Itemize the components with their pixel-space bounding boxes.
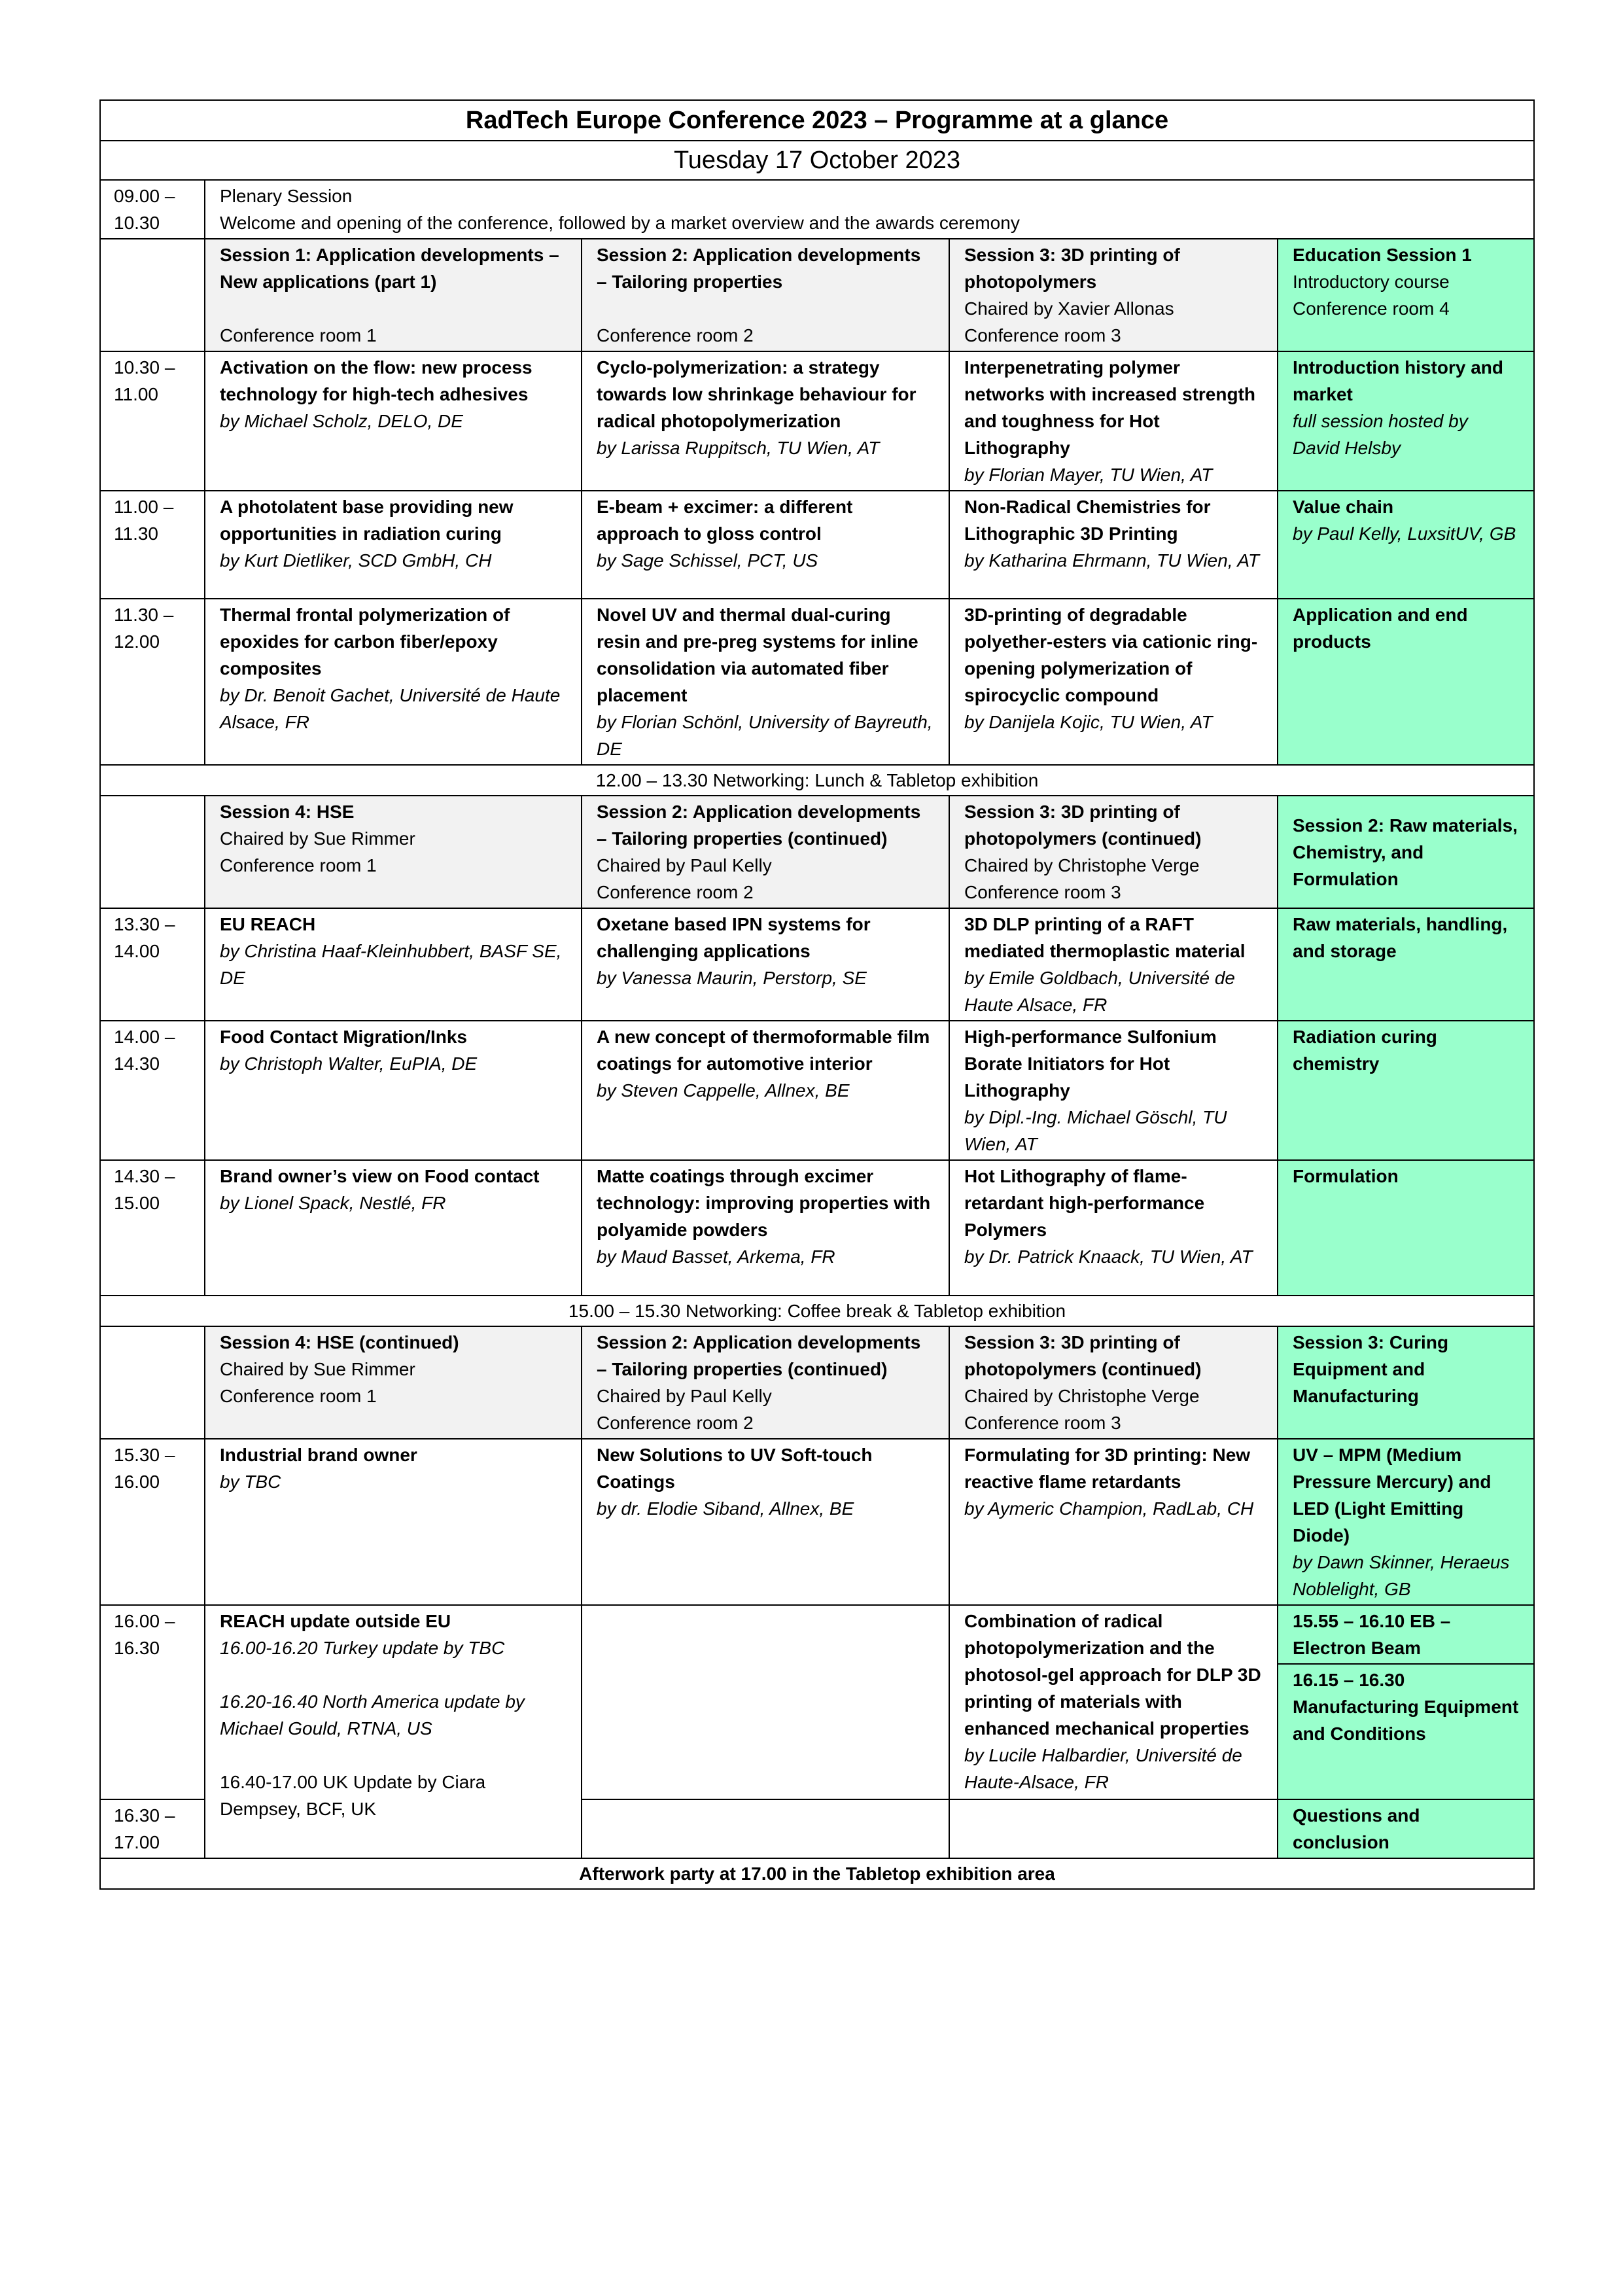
talk-cell	[582, 908, 949, 1021]
talk-speaker: by TBC	[220, 1472, 281, 1492]
talk-speaker: by Vanessa Maurin, Perstorp, SE	[597, 968, 867, 988]
plenary-title: Plenary Session	[220, 186, 353, 206]
session-title: Session 2: Application developments – Tailoring properties	[597, 245, 921, 292]
talk-cell	[582, 1160, 949, 1296]
session-title: Session 2: Application developments – Tailoring properties (continued)	[597, 802, 921, 849]
footer-row	[100, 1858, 1534, 1889]
session-chair: Chaired by Paul Kelly	[597, 855, 772, 875]
talk-speaker: by Sage Schissel, PCT, US	[597, 550, 818, 571]
talk-speaker: by Florian Schönl, University of Bayreuth, DE	[597, 712, 933, 759]
time-cell: 14.30 – 15.00	[100, 1160, 205, 1296]
talk-row	[100, 351, 1534, 491]
talk-cell	[582, 1439, 949, 1605]
session-chair: Chaired by Sue Rimmer	[220, 1359, 415, 1379]
education-header	[1278, 1326, 1534, 1439]
talk-title: Novel UV and thermal dual-curing resin and pre-preg systems for inline consolidation via automated fiber placement	[597, 605, 918, 705]
time-cell: 14.00 – 14.30	[100, 1021, 205, 1160]
talk-cell	[582, 351, 949, 491]
date-subtitle: Tuesday 17 October 2023	[100, 141, 1534, 180]
talk-title: Formulating for 3D printing: New reactive flame retardants	[964, 1445, 1251, 1492]
session-room: Conference room 3	[964, 882, 1121, 902]
talk-cell	[582, 491, 949, 599]
education-cell	[1278, 1439, 1534, 1605]
session-room: Conference room 3	[964, 1413, 1121, 1433]
talk-row	[100, 1021, 1534, 1160]
education-cell: Questions and conclusion	[1278, 1799, 1534, 1858]
session-title: Session 3: 3D printing of photopolymers	[964, 245, 1180, 292]
session-title: Session 2: Raw materials, Chemistry, and Formulation	[1293, 815, 1518, 889]
session-room: Conference room 1	[220, 325, 377, 345]
talk-speaker: by Dipl.-Ing. Michael Göschl, TU Wien, AT	[964, 1107, 1227, 1154]
session-chair: Chaired by Christophe Verge	[964, 1386, 1200, 1406]
talk-detail: 16.00-16.20 Turkey update by TBC	[220, 1638, 505, 1658]
talk-cell	[949, 351, 1278, 491]
session-title: Education Session 1	[1293, 245, 1472, 265]
talk-cell	[949, 1605, 1278, 1799]
session-title: Session 1: Application developments – New applications (part 1)	[220, 245, 559, 292]
talk-title: Brand owner’s view on Food contact	[220, 1166, 540, 1186]
talk-speaker: by Steven Cappelle, Allnex, BE	[597, 1080, 850, 1101]
time-cell-empty	[100, 1326, 205, 1439]
education-cell	[1278, 908, 1534, 1021]
time-cell: 13.30 – 14.00	[100, 908, 205, 1021]
talk-title: Application and end products	[1293, 605, 1468, 652]
talk-title: Cyclo-polymerization: a strategy towards low shrinkage behaviour for radical photopolymerization	[597, 357, 916, 431]
talk-cell	[205, 599, 582, 765]
session-title: Session 3: 3D printing of photopolymers (continued)	[964, 1332, 1202, 1379]
talk-speaker: by Lucile Halbardier, Université de Haute-Alsace, FR	[964, 1745, 1242, 1792]
talk-speaker: by Dr. Benoit Gachet, Université de Haute Alsace, FR	[220, 685, 561, 732]
talk-cell	[205, 491, 582, 599]
talk-title: A photolatent base providing new opportunities in radiation curing	[220, 497, 514, 544]
talk-title: 3D-printing of degradable polyether-esters via cationic ring-opening polymerization of spirocyclic compound	[964, 605, 1258, 705]
session-room: Conference room 3	[964, 325, 1121, 345]
talk-title: Formulation	[1293, 1166, 1399, 1186]
talk-title: Food Contact Migration/Inks	[220, 1027, 467, 1047]
talk-title: Thermal frontal polymerization of epoxides for carbon fiber/epoxy composites	[220, 605, 510, 679]
talk-title: E-beam + excimer: a different approach to gloss control	[597, 497, 853, 544]
session-header-2	[582, 1326, 949, 1439]
session-header-3	[949, 796, 1278, 908]
session-title: Session 4: HSE (continued)	[220, 1332, 459, 1352]
session-header-1	[205, 796, 582, 908]
talk-title: Hot Lithography of flame-retardant high-performance Polymers	[964, 1166, 1205, 1240]
time-cell: 16.00 – 16.30	[100, 1605, 205, 1799]
talk-speaker: by Christoph Walter, EuPIA, DE	[220, 1053, 478, 1074]
talk-cell	[949, 1439, 1278, 1605]
talk-title: Radiation curing chemistry	[1293, 1027, 1437, 1074]
talk-title: New Solutions to UV Soft-touch Coatings	[597, 1445, 873, 1492]
session-chair: Chaired by Christophe Verge	[964, 855, 1200, 875]
talk-title: Introduction history and market	[1293, 357, 1503, 404]
empty-cell	[582, 1605, 949, 1799]
session-title: Session 4: HSE	[220, 802, 355, 822]
talk-speaker: by Emile Goldbach, Université de Haute Alsace, FR	[964, 968, 1235, 1015]
talk-title: Interpenetrating polymer networks with increased strength and toughness for Hot Lithography	[964, 357, 1255, 458]
talk-title: REACH update outside EU	[220, 1611, 451, 1631]
talk-detail: 16.40-17.00 UK Update by Ciara Dempsey, BCF, UK	[220, 1772, 486, 1819]
talk-cell	[949, 908, 1278, 1021]
time-cell: 10.30 – 11.00	[100, 351, 205, 491]
talk-title: Matte coatings through excimer technology: improving properties with polyamide powders	[597, 1166, 931, 1240]
talk-row	[100, 1439, 1534, 1605]
talk-cell	[205, 908, 582, 1021]
talk-speaker: by Michael Scholz, DELO, DE	[220, 411, 463, 431]
session-room: Conference room 2	[597, 1413, 754, 1433]
talk-cell	[949, 599, 1278, 765]
talk-speaker: by Larissa Ruppitsch, TU Wien, AT	[597, 438, 880, 458]
break-row	[100, 765, 1534, 796]
title-row	[100, 100, 1534, 141]
session-header-3	[949, 1326, 1278, 1439]
time-cell: 11.30 – 12.00	[100, 599, 205, 765]
education-cell	[1278, 1160, 1534, 1296]
plenary-cell	[205, 180, 1534, 239]
talk-title: Combination of radical photopolymerization and the photosol-gel approach for DLP 3D printing of materials with enhanced mechanical properties	[964, 1611, 1261, 1739]
talk-title: High-performance Sulfonium Borate Initiators for Hot Lithography	[964, 1027, 1217, 1101]
talk-speaker: by Christina Haaf-Kleinhubbert, BASF SE, DE	[220, 941, 562, 988]
session-title: Session 3: Curing Equipment and Manufacturing	[1293, 1332, 1449, 1406]
talk-speaker: by Kurt Dietliker, SCD GmbH, CH	[220, 550, 492, 571]
break-row	[100, 1296, 1534, 1326]
time-cell: 11.00 – 11.30	[100, 491, 205, 599]
programme-table	[99, 99, 1535, 1890]
session-chair: Chaired by Sue Rimmer	[220, 828, 415, 849]
talk-speaker: full session hosted by David Helsby	[1293, 411, 1468, 458]
session-title: Session 2: Application developments – Tailoring properties (continued)	[597, 1332, 921, 1379]
education-cell: 15.55 – 16.10 EB – Electron Beam	[1278, 1605, 1534, 1664]
time-cell: 16.30 – 17.00	[100, 1799, 205, 1858]
talk-row	[100, 491, 1534, 599]
talk-title: UV – MPM (Medium Pressure Mercury) and LED (Light Emitting Diode)	[1293, 1445, 1492, 1545]
talk-title: EU REACH	[220, 914, 316, 934]
talk-cell	[205, 1160, 582, 1296]
talk-cell	[582, 1021, 949, 1160]
talk-speaker: by Dr. Patrick Knaack, TU Wien, AT	[964, 1246, 1253, 1267]
talk-title: Industrial brand owner	[220, 1445, 417, 1465]
talk-detail: 16.20-16.40 North America update by Michael Gould, RTNA, US	[220, 1691, 525, 1739]
talk-row	[100, 599, 1534, 765]
session-header-3	[949, 239, 1278, 351]
talk-cell	[949, 491, 1278, 599]
time-cell-empty	[100, 796, 205, 908]
session-room: Conference room 1	[220, 1386, 377, 1406]
time-cell: 09.00 – 10.30	[100, 180, 205, 239]
session-title: Session 3: 3D printing of photopolymers (continued)	[964, 802, 1202, 849]
talk-speaker: by Maud Basset, Arkema, FR	[597, 1246, 835, 1267]
talk-cell	[949, 1160, 1278, 1296]
talk-cell	[582, 599, 949, 765]
afterwork-party: Afterwork party at 17.00 in the Tabletop exhibition area	[100, 1858, 1534, 1889]
lunch-break: 12.00 – 13.30 Networking: Lunch & Tabletop exhibition	[100, 765, 1534, 796]
talk-row	[100, 908, 1534, 1021]
time-cell: 15.30 – 16.00	[100, 1439, 205, 1605]
education-cell	[1278, 491, 1534, 599]
session-chair: Chaired by Paul Kelly	[597, 1386, 772, 1406]
talk-cell	[205, 1605, 582, 1858]
date-row	[100, 141, 1534, 180]
education-cell	[1278, 351, 1534, 491]
talk-title: Activation on the flow: new process technology for high-tech adhesives	[220, 357, 532, 404]
talk-cell	[205, 1439, 582, 1605]
talk-cell	[205, 351, 582, 491]
session-header-2	[582, 796, 949, 908]
talk-speaker: by Dawn Skinner, Heraeus Noblelight, GB	[1293, 1552, 1510, 1599]
session-chair: Chaired by Xavier Allonas	[964, 298, 1174, 319]
education-header	[1278, 796, 1534, 908]
session-room: Conference room 4	[1293, 298, 1450, 319]
talk-cell	[949, 1021, 1278, 1160]
page-title: RadTech Europe Conference 2023 – Programme at a glance	[100, 100, 1534, 141]
education-header	[1278, 239, 1534, 351]
session-room: Conference room 2	[597, 325, 754, 345]
talk-title: Non-Radical Chemistries for Lithographic 3D Printing	[964, 497, 1211, 544]
session-header-2	[582, 239, 949, 351]
talk-row	[100, 1160, 1534, 1296]
session-header-row	[100, 1326, 1534, 1439]
session-room: Conference room 1	[220, 855, 377, 875]
talk-speaker: by Paul Kelly, LuxsitUV, GB	[1293, 523, 1516, 544]
session-header-row	[100, 796, 1534, 908]
talk-title: Oxetane based IPN systems for challenging applications	[597, 914, 871, 961]
session-header-1	[205, 1326, 582, 1439]
coffee-break: 15.00 – 15.30 Networking: Coffee break & Tabletop exhibition	[100, 1296, 1534, 1326]
talk-row	[100, 1605, 1534, 1664]
empty-cell	[949, 1799, 1278, 1858]
talk-speaker: by dr. Elodie Siband, Allnex, BE	[597, 1498, 854, 1519]
education-cell	[1278, 599, 1534, 765]
talk-title: A new concept of thermoformable film coatings for automotive interior	[597, 1027, 930, 1074]
plenary-row	[100, 180, 1534, 239]
session-header-1	[205, 239, 582, 351]
session-room: Conference room 2	[597, 882, 754, 902]
session-header-row	[100, 239, 1534, 351]
talk-speaker: by Aymeric Champion, RadLab, CH	[964, 1498, 1254, 1519]
talk-title: 3D DLP printing of a RAFT mediated thermoplastic material	[964, 914, 1246, 961]
session-description: Introductory course	[1293, 272, 1450, 292]
talk-title: Value chain	[1293, 497, 1394, 517]
talk-speaker: by Danijela Kojic, TU Wien, AT	[964, 712, 1213, 732]
talk-speaker: by Katharina Ehrmann, TU Wien, AT	[964, 550, 1260, 571]
education-cell	[1278, 1021, 1534, 1160]
talk-speaker: by Florian Mayer, TU Wien, AT	[964, 465, 1213, 485]
education-cell: 16.15 – 16.30 Manufacturing Equipment and Conditions	[1278, 1664, 1534, 1799]
talk-title: Raw materials, handling, and storage	[1293, 914, 1508, 961]
talk-speaker: by Lionel Spack, Nestlé, FR	[220, 1193, 446, 1213]
empty-cell	[582, 1799, 949, 1858]
plenary-description: Welcome and opening of the conference, followed by a market overview and the awards ceremony	[220, 213, 1020, 233]
talk-cell	[205, 1021, 582, 1160]
time-cell-empty	[100, 239, 205, 351]
